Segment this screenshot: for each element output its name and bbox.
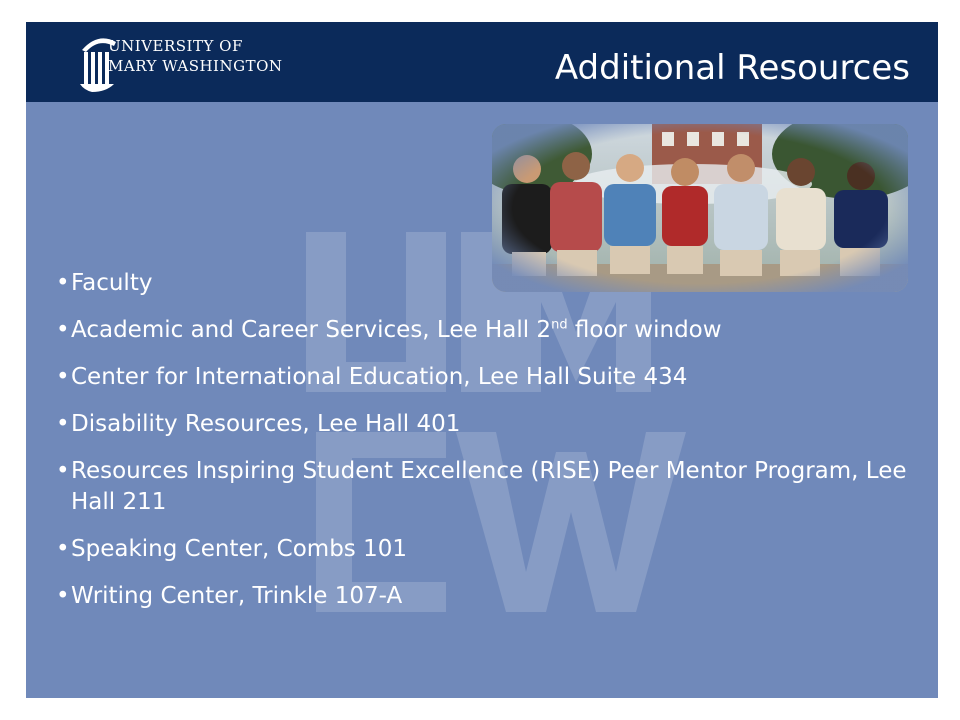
list-item [56, 456, 916, 518]
resource-text: Faculty [71, 270, 153, 296]
bullet-icon: • [56, 270, 70, 296]
resources-list [56, 268, 916, 628]
resource-text: Disability Resources, Lee Hall 401 [71, 411, 461, 437]
logo-line-2: MARY WASHINGTON [108, 57, 283, 75]
list-item [56, 409, 916, 440]
logo-wordmark [108, 36, 283, 76]
list-item [56, 268, 916, 299]
bullet-icon: • [56, 536, 70, 562]
bullet-icon: • [56, 364, 70, 390]
students-group-photo [492, 124, 908, 292]
resource-text: Resources Inspiring Student Excellence (RISE) Peer Mentor Program, Lee Hall 211 [71, 458, 907, 515]
resource-text: Writing Center, Trinkle 107-A [71, 583, 403, 609]
slide [26, 22, 938, 698]
list-item [56, 581, 916, 612]
bullet-icon: • [56, 583, 70, 609]
resource-superscript: nd [551, 317, 568, 333]
resource-text: Academic and Career Services, Lee Hall 2 [71, 317, 552, 343]
resource-text: Center for International Education, Lee Hall Suite 434 [71, 364, 688, 390]
list-item [56, 315, 916, 346]
slide-title: Additional Resources [554, 48, 910, 88]
bullet-icon: • [56, 411, 70, 437]
logo-line-1: UNIVERSITY OF [108, 37, 243, 55]
bullet-icon: • [56, 458, 70, 484]
resource-text: Speaking Center, Combs 101 [71, 536, 408, 562]
slide-header [26, 22, 938, 102]
bullet-icon: • [56, 317, 70, 343]
list-item [56, 362, 916, 393]
resource-text-after: floor window [567, 317, 722, 343]
list-item [56, 534, 916, 565]
